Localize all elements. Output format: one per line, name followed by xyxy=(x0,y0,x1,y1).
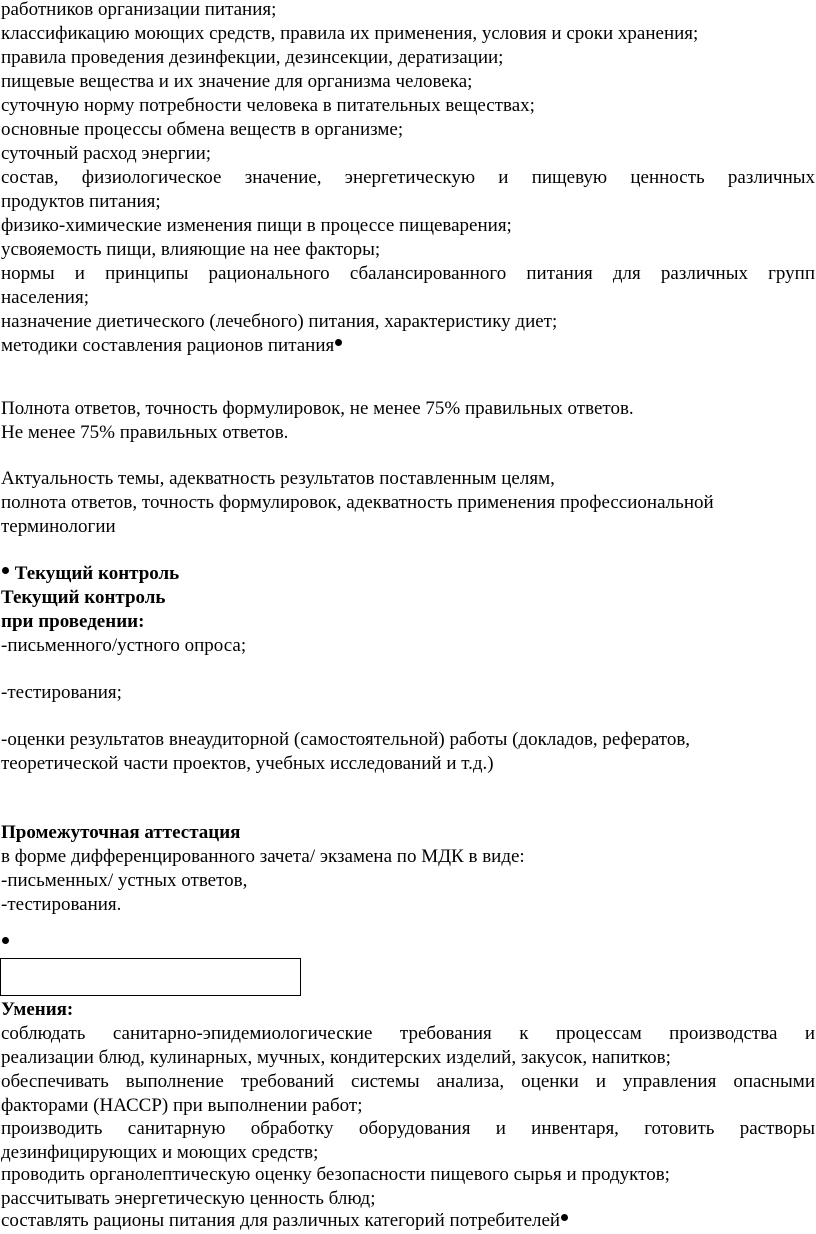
skill-item: соблюдать санитарно-эпидемиологические требования к процессам производства и xyxy=(1,1023,815,1044)
skill-item: обеспечивать выполнение требований системы анализа, оценки и управления опасными xyxy=(1,1071,815,1092)
skill-item: дезинфицирующих и моющих средств; xyxy=(1,1142,319,1163)
bullet-icon xyxy=(561,1214,568,1221)
skill-item: проводить органолептическую оценку безопасности пищевого сырья и продуктов; xyxy=(1,1164,670,1185)
knowledge-item: усвояемость пищи, влияющие на нее факторы; xyxy=(1,239,381,260)
current-control-subheading: при проведении: xyxy=(1,611,145,632)
knowledge-item: суточную норму потребности человека в питательных веществах; xyxy=(1,95,535,116)
control-method-item: -тестирования; xyxy=(1,682,122,703)
knowledge-item: суточный расход энергии; xyxy=(1,143,212,164)
knowledge-item: правила проведения дезинфекции, дезинсекции, дератизации; xyxy=(1,47,504,68)
control-method-item: теоретической части проектов, учебных исследований и т.д.) xyxy=(1,753,494,774)
knowledge-item: основные процессы обмена веществ в организме; xyxy=(1,119,404,140)
criteria-text: Полнота ответов, точность формулировок, не менее 75% правильных ответов. xyxy=(1,398,634,419)
knowledge-item: нормы и принципы рационального сбалансированного питания для различных групп xyxy=(1,263,815,284)
knowledge-item: назначение диетического (лечебного) питания, характеристику диет; xyxy=(1,311,558,332)
empty-table-cell xyxy=(0,958,301,996)
knowledge-item: продуктов питания; xyxy=(1,191,161,212)
criteria-text: полнота ответов, точность формулировок, адекватность применения профессиональной xyxy=(1,492,714,513)
control-method-item: -письменного/устного опроса; xyxy=(1,635,247,656)
knowledge-item-last xyxy=(1,334,815,358)
control-method-item: -оценки результатов внеаудиторной (самостоятельной) работы (докладов, рефератов, xyxy=(1,729,691,750)
knowledge-item: пищевые вещества и их значение для организма человека; xyxy=(1,71,473,92)
current-control-bullet-heading xyxy=(1,562,815,586)
intermediate-text: -письменных/ устных ответов, xyxy=(1,870,248,891)
skill-item: реализации блюд, кулинарных, мучных, кондитерских изделий, закусок, напитков; xyxy=(1,1047,671,1068)
knowledge-item: работников организации питания; xyxy=(1,0,277,20)
criteria-text: Не менее 75% правильных ответов. xyxy=(1,422,289,443)
intermediate-text: -тестирования. xyxy=(1,894,122,915)
intermediate-text: в форме дифференцированного зачета/ экзамена по МДК в виде: xyxy=(1,846,525,867)
intermediate-heading: Промежуточная аттестация xyxy=(1,822,241,843)
bullet-icon xyxy=(335,339,342,346)
bullet-icon xyxy=(2,567,9,574)
skill-item-last xyxy=(1,1209,815,1233)
knowledge-item: физико-химические изменения пищи в процессе пищеварения; xyxy=(1,215,512,236)
knowledge-item: классификацию моющих средств, правила их применения, условия и сроки хранения; xyxy=(1,23,699,44)
bullet-line xyxy=(1,932,815,956)
skill-item: производить санитарную обработку оборудования и инвентаря, готовить растворы xyxy=(1,1118,815,1139)
bullet-icon xyxy=(2,937,9,944)
skill-item: рассчитывать энергетическую ценность блюд; xyxy=(1,1188,376,1209)
criteria-text: терминологии xyxy=(1,516,116,537)
criteria-text: Актуальность темы, адекватность результатов поставленным целям, xyxy=(1,468,555,489)
current-control-heading-text: Текущий контроль xyxy=(14,563,180,584)
current-control-heading: Текущий контроль xyxy=(1,587,166,608)
skills-heading: Умения: xyxy=(1,999,74,1020)
knowledge-item: состав, физиологическое значение, энергетическую и пищевую ценность различных xyxy=(1,167,815,188)
skill-item: факторами (НАССР) при выполнении работ; xyxy=(1,1095,363,1116)
skill-item-text: составлять рационы питания для различных категорий потребителей xyxy=(1,1210,561,1231)
knowledge-item-text: методики составления рационов питания xyxy=(1,335,335,356)
knowledge-item: населения; xyxy=(1,287,89,308)
